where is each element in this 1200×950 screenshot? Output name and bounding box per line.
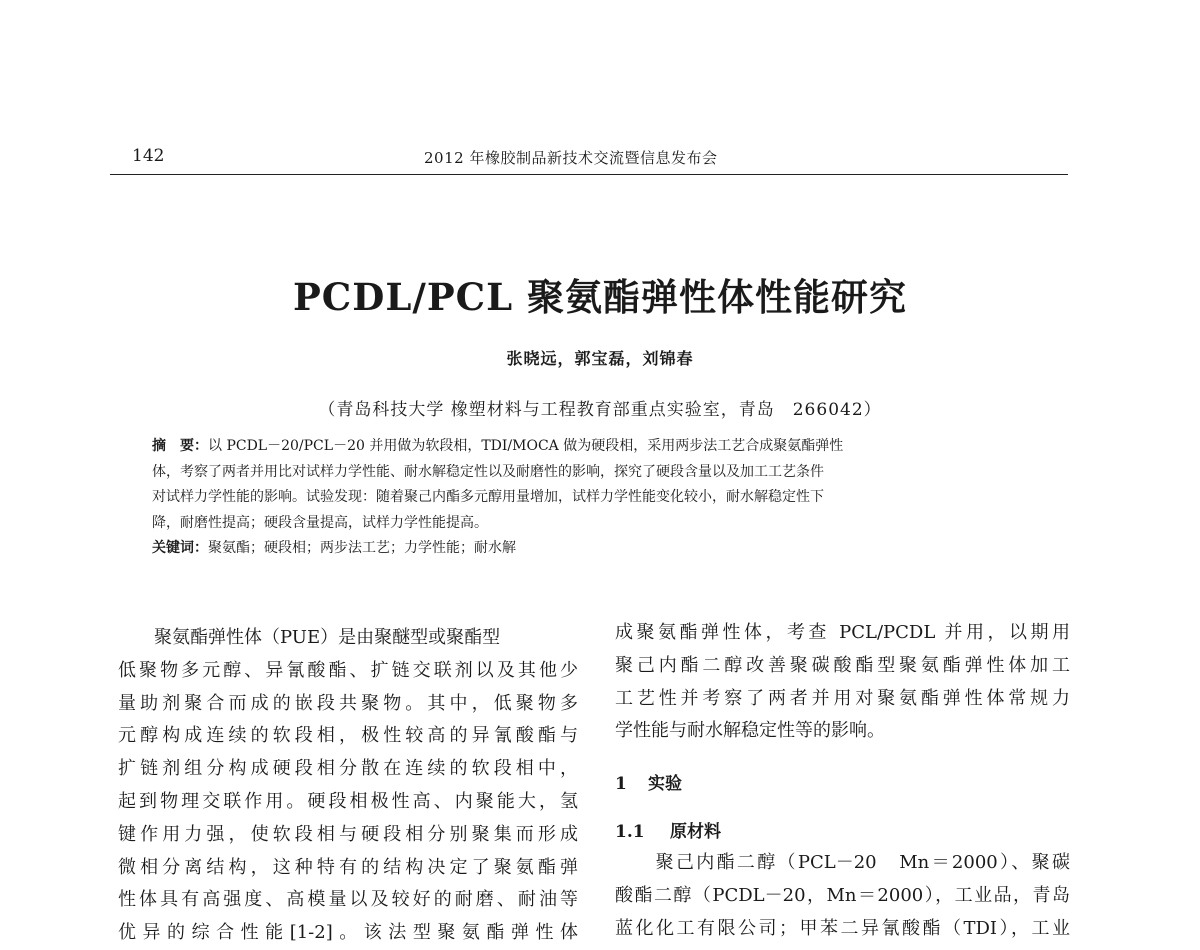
paper-authors: 张晓远，郭宝磊，刘锦春 [506,349,694,368]
abstract-line: 降，耐磨性提高；硬段含量提高，试样力学性能提高。 [152,514,488,531]
body-line: 性体具有高强度、高模量以及较好的耐磨、耐油等 [118,889,578,911]
body-line: 酸酯二醇（PCDL－20，Mn＝2000），工业品，青岛 [615,884,1070,906]
body-line: 成聚氨酯弹性体，考查 PCL/PCDL 并用，以期用 [615,622,1070,643]
body-line: 低聚物多元醇、异氰酸酯、扩链交联剂以及其他少 [118,659,578,681]
running-header: 2012 年橡胶制品新技术交流暨信息发布会 [424,149,718,167]
body-line: 扩链剂组分构成硬段相分散在连续的软段相中， [118,758,578,780]
keywords-text: 聚氨酯；硬段相；两步法工艺；力学性能；耐水解 [208,540,516,556]
section-number: 1 [615,774,627,794]
body-line: 聚己内酯二醇（PCL－20 Mn＝2000）、聚碳 [615,852,1070,873]
header-rule [110,174,1068,175]
body-line: 量助剂聚合而成的嵌段共聚物。其中，低聚物多 [118,692,578,714]
keywords-label: 关键词： [152,540,208,556]
subsection-title: 原材料 [670,822,721,842]
body-column-right-continued [615,847,1070,945]
abstract-line: 对试样力学性能的影响。试验发现：随着聚己内酯多元醇用量增加，试样力学性能变化较小，耐水解稳定性下 [152,489,824,505]
body-line: 学性能与耐水解稳定性等的影响。 [615,720,885,742]
body-line: 优异的综合性能[1-2]。该法型聚氨酯弹性体 [118,922,578,944]
body-column-right [615,617,1070,748]
body-column-left [118,622,578,950]
subsection-heading [615,817,721,842]
abstract-label: 摘 要： [152,438,208,454]
abstract-line: 体，考察了两者并用比对试样力学性能、耐水解稳定性以及耐磨性的影响，探究了硬段含量以及加工工艺条件 [152,463,824,480]
section-heading [615,769,682,794]
keywords-line [152,536,1052,562]
paper-affiliation: （青岛科技大学 橡塑材料与工程教育部重点实验室，青岛 266042） [318,400,882,420]
section-title: 实验 [648,774,682,794]
body-line: 聚己内酯二醇改善聚碳酸酯型聚氨酯弹性体加工 [615,654,1070,676]
body-line: 工艺性并考察了两者并用对聚氨酯弹性体常规力 [615,687,1070,709]
body-line: 微相分离结构，这种特有的结构决定了聚氨酯弹 [118,856,578,878]
abstract-text: 以 PCDL－20/PCL－20 并用做为软段相，TDI/MOCA 做为硬段相，采用两步法工艺合成聚氨酯弹性 [208,438,844,454]
body-line: 聚氨酯弹性体（PUE）是由聚醚型或聚酯型 [118,627,501,648]
body-line: 起到物理交联作用。硬段相极性高、内聚能大，氢 [118,790,578,812]
abstract-line [152,434,1052,460]
body-line: 蓝化化工有限公司；甲苯二异氰酸酯（TDI），工业 [615,917,1070,939]
body-line: 键作用力强，使软段相与硬段相分别聚集而形成 [118,823,578,845]
body-line: 元醇构成连续的软段相，极性较高的异氰酸酯与 [118,725,578,747]
subsection-number: 1.1 [615,822,645,842]
page-number: 142 [132,146,165,166]
abstract [152,434,1052,562]
paper-title: PCDL/PCL 聚氨酯弹性体性能研究 [292,275,908,319]
